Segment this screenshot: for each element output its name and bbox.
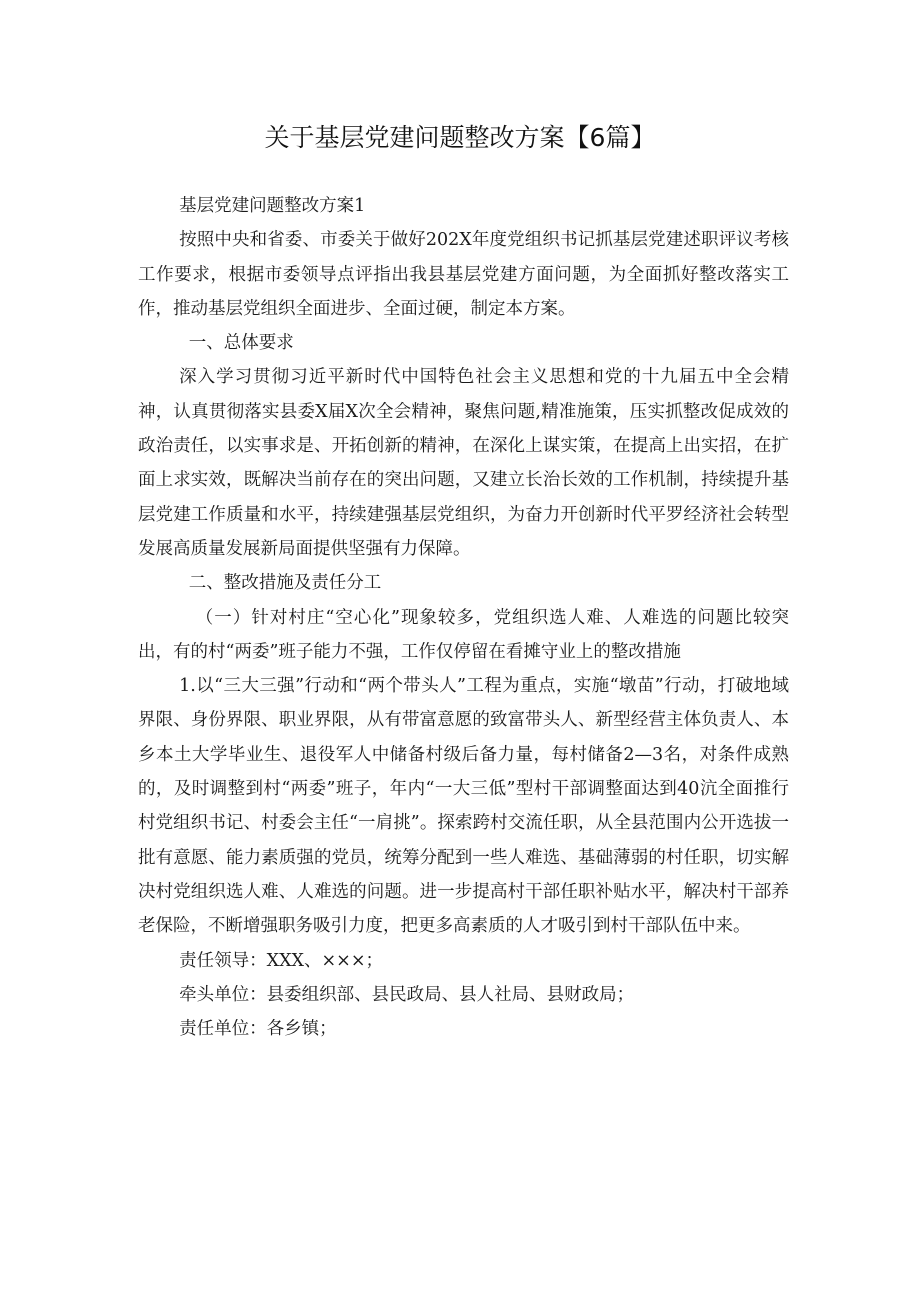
document-body [138,189,789,1046]
responsible-leader: 责任领导：XXX、×××； [179,950,383,971]
lead-units: 牵头单位：县委组织部、县民政局、县人社局、县财政局； [179,984,635,1005]
responsible-units: 责任单位：各乡镇； [179,1019,337,1040]
heading-measures-and-responsibilities: 二、整改措施及责任分工 [188,573,382,594]
intro-paragraph: 按照中央和省委、市委关于做好202X年度党组织书记抓基层党建述职评议考核工作要求，根据市委领导点评指出我县基层党建方面问题，为全面抓好整改落实工作，推动基层党组织全面进步、全面过硬，制定本方案。 [138,230,789,319]
heading-general-requirements: 一、总体要求 [188,333,294,354]
section-heading-plan-1: 基层党建问题整改方案1 [179,196,366,216]
subheading-measure-1: （一）针对村庄“空心化”现象较多，党组织选人难、人难选的问题比较突出，有的村“两委”班子能力不强，工作仅停留在看摊守业上的整改措施 [138,607,789,662]
measure-1-paragraph: 1.以“三大三强”行动和“两个带头人”工程为重点，实施“墩苗”行动，打破地域界限、身份界限、职业界限，从有带富意愿的致富带头人、新型经营主体负责人、本乡本土大学毕业生、退役军人中储备村级后备力量，每村储备2—3名，对条件成熟的，及时调整到村“两委”班子，年内“一大三低”型村干部调整面达到40沆全面推行村党组织书记、村委会主任“一肩挑”。探索跨村交流任职，从全县范围内公开选拔一批有意愿、能力素质强的党员，统筹分配到一些人难选、基础薄弱的村任职，切实解决村党组织选人难、人难选的问题。进一步提高村干部任职补贴水平，解决村干部养老保险，不断增强职务吸引力度，把更多高素质的人才吸引到村干部队伍中来。 [138,676,789,937]
document-title: 关于基层党建问题整改方案【6篇】 [264,123,656,152]
general-requirements-paragraph: 深入学习贯彻习近平新时代中国特色社会主义思想和党的十九届五中全会精神，认真贯彻落实县委X届X次全会精神，聚焦问题,精准施策，压实抓整改促成效的政治责任，以实事求是、开拓创新的精神，在深化上谋实策，在提高上出实招，在扩面上求实效，既解决当前存在的突出问题，又建立长治长效的工作机制，持续提升基层党建工作质量和水平，持续建强基层党组织，为奋力开创新时代平罗经济社会转型发展高质量发展新局面提供坚强有力保障。 [138,367,789,559]
